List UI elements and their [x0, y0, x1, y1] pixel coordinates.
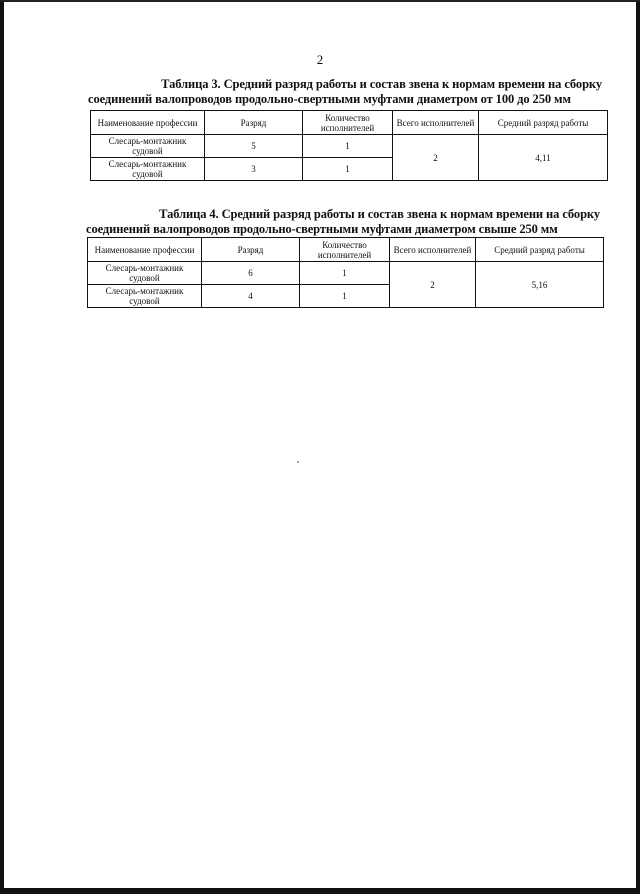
table3-header-average: Средний разряд работы [479, 111, 608, 135]
table4-row2-rank: 4 [202, 285, 300, 308]
scan-border-top [0, 0, 640, 2]
table-row [91, 135, 608, 158]
table4-row1-quantity: 1 [300, 262, 390, 285]
table4-row1-profession: Слесарь-монтажник судовой [88, 262, 202, 285]
table4-caption-line1: Таблица 4. Средний разряд работы и состав звена к нормам времени на сборку [159, 207, 600, 221]
page-number: 2 [316, 52, 324, 67]
table3-caption [88, 77, 608, 107]
table4-header-average: Средний разряд работы [476, 238, 604, 262]
table4-header-rank: Разряд [202, 238, 300, 262]
table-row [88, 262, 604, 285]
table4-header-profession: Наименование профессии [88, 238, 202, 262]
scan-border-right [636, 0, 640, 894]
table3-row2-profession: Слесарь-монтажник судовой [91, 158, 205, 181]
table4-caption [86, 207, 606, 237]
table4-total: 2 [390, 262, 476, 308]
table4-header-row [88, 238, 604, 262]
table3-header-rank: Разряд [205, 111, 303, 135]
table3-header-total: Всего исполнителей [393, 111, 479, 135]
table3-row1-rank: 5 [205, 135, 303, 158]
table3-row1-quantity: 1 [303, 135, 393, 158]
table3-caption-line1: Таблица 3. Средний разряд работы и состав звена к нормам времени на сборку [161, 77, 602, 91]
table3-caption-line2: соединений валопроводов продольно-свертными муфтами диаметром от 100 до 250 мм [88, 92, 571, 106]
table3-row1-profession: Слесарь-монтажник судовой [91, 135, 205, 158]
scan-border-bottom [0, 888, 640, 894]
table4-row2-quantity: 1 [300, 285, 390, 308]
table3-row2-rank: 3 [205, 158, 303, 181]
table4-header-quantity: Количество исполнителей [300, 238, 390, 262]
table3-header-row [91, 111, 608, 135]
table4-caption-line2: соединений валопроводов продольно-свертными муфтами диаметром свыше 250 мм [86, 222, 558, 236]
table3-average: 4,11 [479, 135, 608, 181]
scan-border-left [0, 0, 4, 894]
table4 [87, 237, 604, 308]
table4-average: 5,16 [476, 262, 604, 308]
table3-header-quantity: Количество исполнителей [303, 111, 393, 135]
scan-speck [297, 461, 299, 463]
table3-total: 2 [393, 135, 479, 181]
table4-row2-profession: Слесарь-монтажник судовой [88, 285, 202, 308]
table3-header-profession: Наименование профессии [91, 111, 205, 135]
table4-row1-rank: 6 [202, 262, 300, 285]
table4-header-total: Всего исполнителей [390, 238, 476, 262]
table3 [90, 110, 608, 181]
table3-row2-quantity: 1 [303, 158, 393, 181]
